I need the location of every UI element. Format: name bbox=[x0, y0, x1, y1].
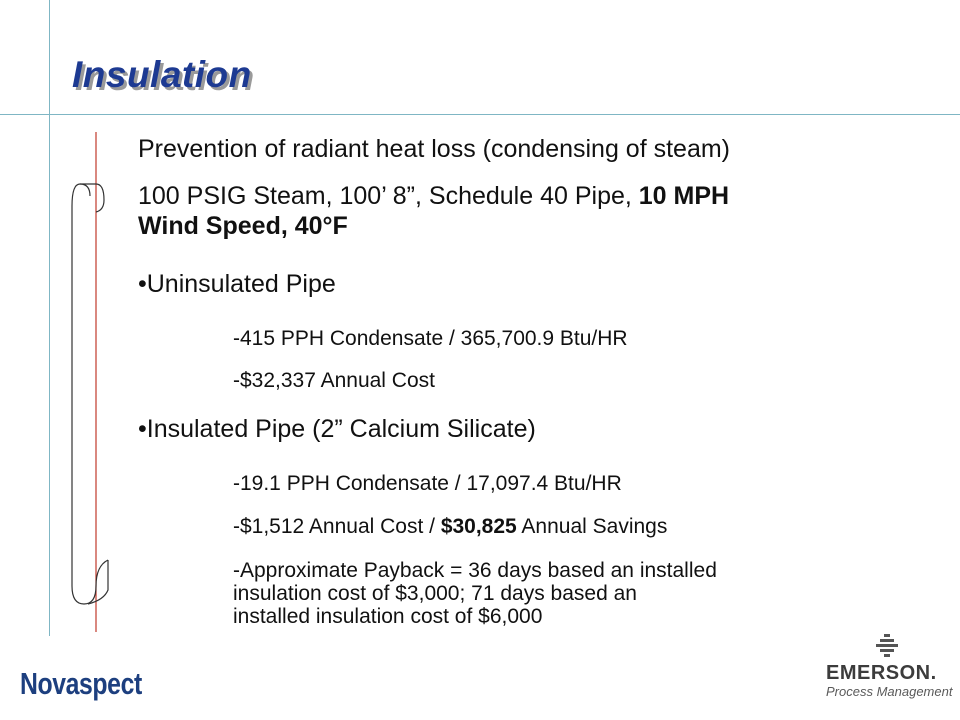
horizontal-rule bbox=[0, 114, 960, 115]
text-span: installed insulation cost of $6,000 bbox=[233, 605, 543, 628]
text-line bbox=[138, 135, 730, 164]
text-span: Prevention of radiant heat loss (condensing of steam) bbox=[138, 135, 731, 163]
slide-title: Insulation bbox=[72, 54, 252, 95]
emerson-mark-icon bbox=[872, 632, 902, 662]
text-span: -$1,512 Annual Cost / bbox=[233, 515, 441, 538]
text-span: •Insulated Pipe (2” Calcium Silicate) bbox=[138, 415, 536, 443]
text-span: -Approximate Payback = 36 days based an installed bbox=[233, 559, 717, 582]
bold-text: Wind Speed, 40°F bbox=[138, 212, 348, 240]
text-line bbox=[233, 369, 435, 393]
text-span: 100 PSIG Steam, 100’ 8”, Schedule 40 Pipe, bbox=[138, 182, 639, 210]
text-line bbox=[138, 270, 336, 299]
novaspect-logo: Novaspect bbox=[20, 666, 142, 701]
text-line bbox=[138, 212, 348, 241]
text-line bbox=[233, 327, 628, 351]
pipe-decoration bbox=[0, 0, 120, 640]
bold-text: 10 MPH bbox=[638, 182, 730, 210]
bold-text: $30,825 bbox=[440, 515, 517, 538]
text-line bbox=[138, 182, 729, 211]
text-line bbox=[233, 472, 622, 496]
text-line bbox=[233, 559, 717, 583]
text-span: -19.1 PPH Condensate / 17,097.4 Btu/HR bbox=[233, 472, 622, 495]
text-span: -415 PPH Condensate / 365,700.9 Btu/HR bbox=[233, 327, 628, 350]
text-line bbox=[138, 415, 536, 444]
text-line bbox=[233, 605, 542, 629]
text-span: •Uninsulated Pipe bbox=[138, 270, 336, 298]
text-line bbox=[233, 582, 637, 606]
text-span: Annual Savings bbox=[516, 515, 668, 538]
text-span: -$32,337 Annual Cost bbox=[233, 369, 435, 392]
emerson-subtitle: Process Management bbox=[826, 684, 953, 699]
emerson-name: EMERSON. bbox=[826, 662, 937, 684]
text-span: insulation cost of $3,000; 71 days based an bbox=[233, 582, 637, 605]
text-line bbox=[233, 515, 667, 539]
emerson-logo bbox=[826, 632, 953, 702]
